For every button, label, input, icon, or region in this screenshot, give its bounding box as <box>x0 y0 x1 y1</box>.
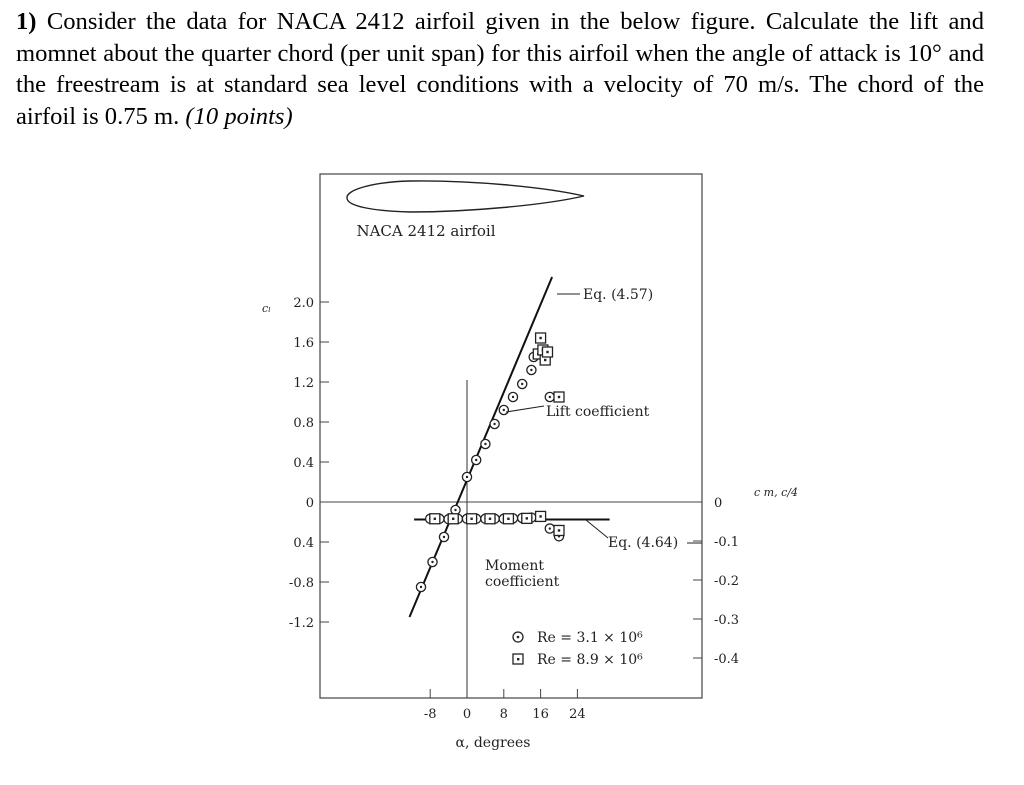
point-center-dot <box>549 527 551 529</box>
x-axis-label: α, degrees <box>455 735 531 751</box>
point-center-dot <box>475 459 477 461</box>
left-tick-label: 1.6 <box>293 336 314 351</box>
point-center-dot <box>558 529 560 531</box>
point-center-dot <box>443 536 445 538</box>
figure-frame <box>320 174 702 698</box>
left-tick-label: 0.4 <box>293 536 314 551</box>
left-tick-label: 0.8 <box>293 416 314 431</box>
moment-theory-leader <box>586 520 608 538</box>
left-axis-ticks <box>289 296 329 631</box>
legend-label-re-3-1: Re = 3.1 × 10⁶ <box>537 630 643 646</box>
right-axis-ticks <box>693 496 739 667</box>
x-tick-label: 24 <box>569 707 586 722</box>
problem-number: 1) <box>16 8 37 35</box>
point-center-dot <box>434 518 436 520</box>
problem-points: (10 points) <box>185 102 293 130</box>
point-center-dot <box>470 518 472 520</box>
point-center-dot <box>530 369 532 371</box>
data-points <box>416 333 564 592</box>
chart-title: NACA 2412 airfoil <box>356 222 496 240</box>
point-center-dot <box>512 396 514 398</box>
x-tick-label: 0 <box>462 707 472 722</box>
y-right-axis-label: c m, c/4 <box>754 486 798 499</box>
right-tick-label: -0.1 <box>714 535 740 550</box>
x-tick-label: 16 <box>532 707 549 722</box>
right-tick-label: 0 <box>714 496 723 511</box>
legend-marker-circle-dot <box>517 636 520 639</box>
problem-text: Consider the data for NACA 2412 airfoil given in the below figure. Calculate the lift and momnet about the quarter chord (per unit span) for this airfoil when the angle of attack is 10° and the freestream is at standard sea level conditions with a velocity of 70 m/s. The chord of the airfoil is 0.75 m. <box>16 8 984 130</box>
right-tick-label: -0.3 <box>714 613 740 628</box>
point-center-dot <box>539 515 541 517</box>
point-center-dot <box>503 409 505 411</box>
left-tick-label: 0 <box>305 496 314 511</box>
point-center-dot <box>420 586 422 588</box>
left-tick-label: 0.4 <box>293 456 314 471</box>
point-center-dot <box>466 476 468 478</box>
point-center-dot <box>549 396 551 398</box>
point-center-dot <box>546 351 548 353</box>
airfoil-shape <box>347 181 584 212</box>
right-tick-label: -0.2 <box>714 574 740 589</box>
lift-coefficient-annotation: Lift coefficient <box>546 404 650 420</box>
point-center-dot <box>489 518 491 520</box>
x-axis-ticks <box>424 689 586 722</box>
point-center-dot <box>526 517 528 519</box>
point-center-dot <box>558 396 560 398</box>
point-center-dot <box>521 383 523 385</box>
point-center-dot <box>452 518 454 520</box>
legend-label-re-8-9: Re = 8.9 × 10⁶ <box>537 652 643 668</box>
left-tick-label: 2.0 <box>293 296 314 311</box>
left-tick-label: -0.8 <box>288 576 314 591</box>
point-center-dot <box>507 518 509 520</box>
point-center-dot <box>544 359 546 361</box>
point-center-dot <box>431 561 433 563</box>
moment-annotation-line1: Moment <box>485 558 544 574</box>
lift-theory-annotation: Eq. (4.57) <box>583 287 654 303</box>
y-left-axis-label: cₗ <box>262 302 271 315</box>
left-tick-label: 1.2 <box>293 376 314 391</box>
lift-label-leader <box>506 406 544 412</box>
point-center-dot <box>539 337 541 339</box>
moment-theory-annotation: Eq. (4.64) <box>608 535 679 551</box>
right-tick-label: -0.4 <box>714 652 740 667</box>
point-center-dot <box>493 423 495 425</box>
left-tick-label: -1.2 <box>288 616 314 631</box>
point-center-dot <box>484 443 486 445</box>
x-tick-label: -8 <box>423 707 437 722</box>
legend-marker-square-dot <box>517 658 519 660</box>
point-center-dot <box>454 509 456 511</box>
moment-annotation-line2: coefficient <box>485 574 560 590</box>
legend <box>513 630 643 668</box>
x-tick-label: 8 <box>499 707 508 722</box>
